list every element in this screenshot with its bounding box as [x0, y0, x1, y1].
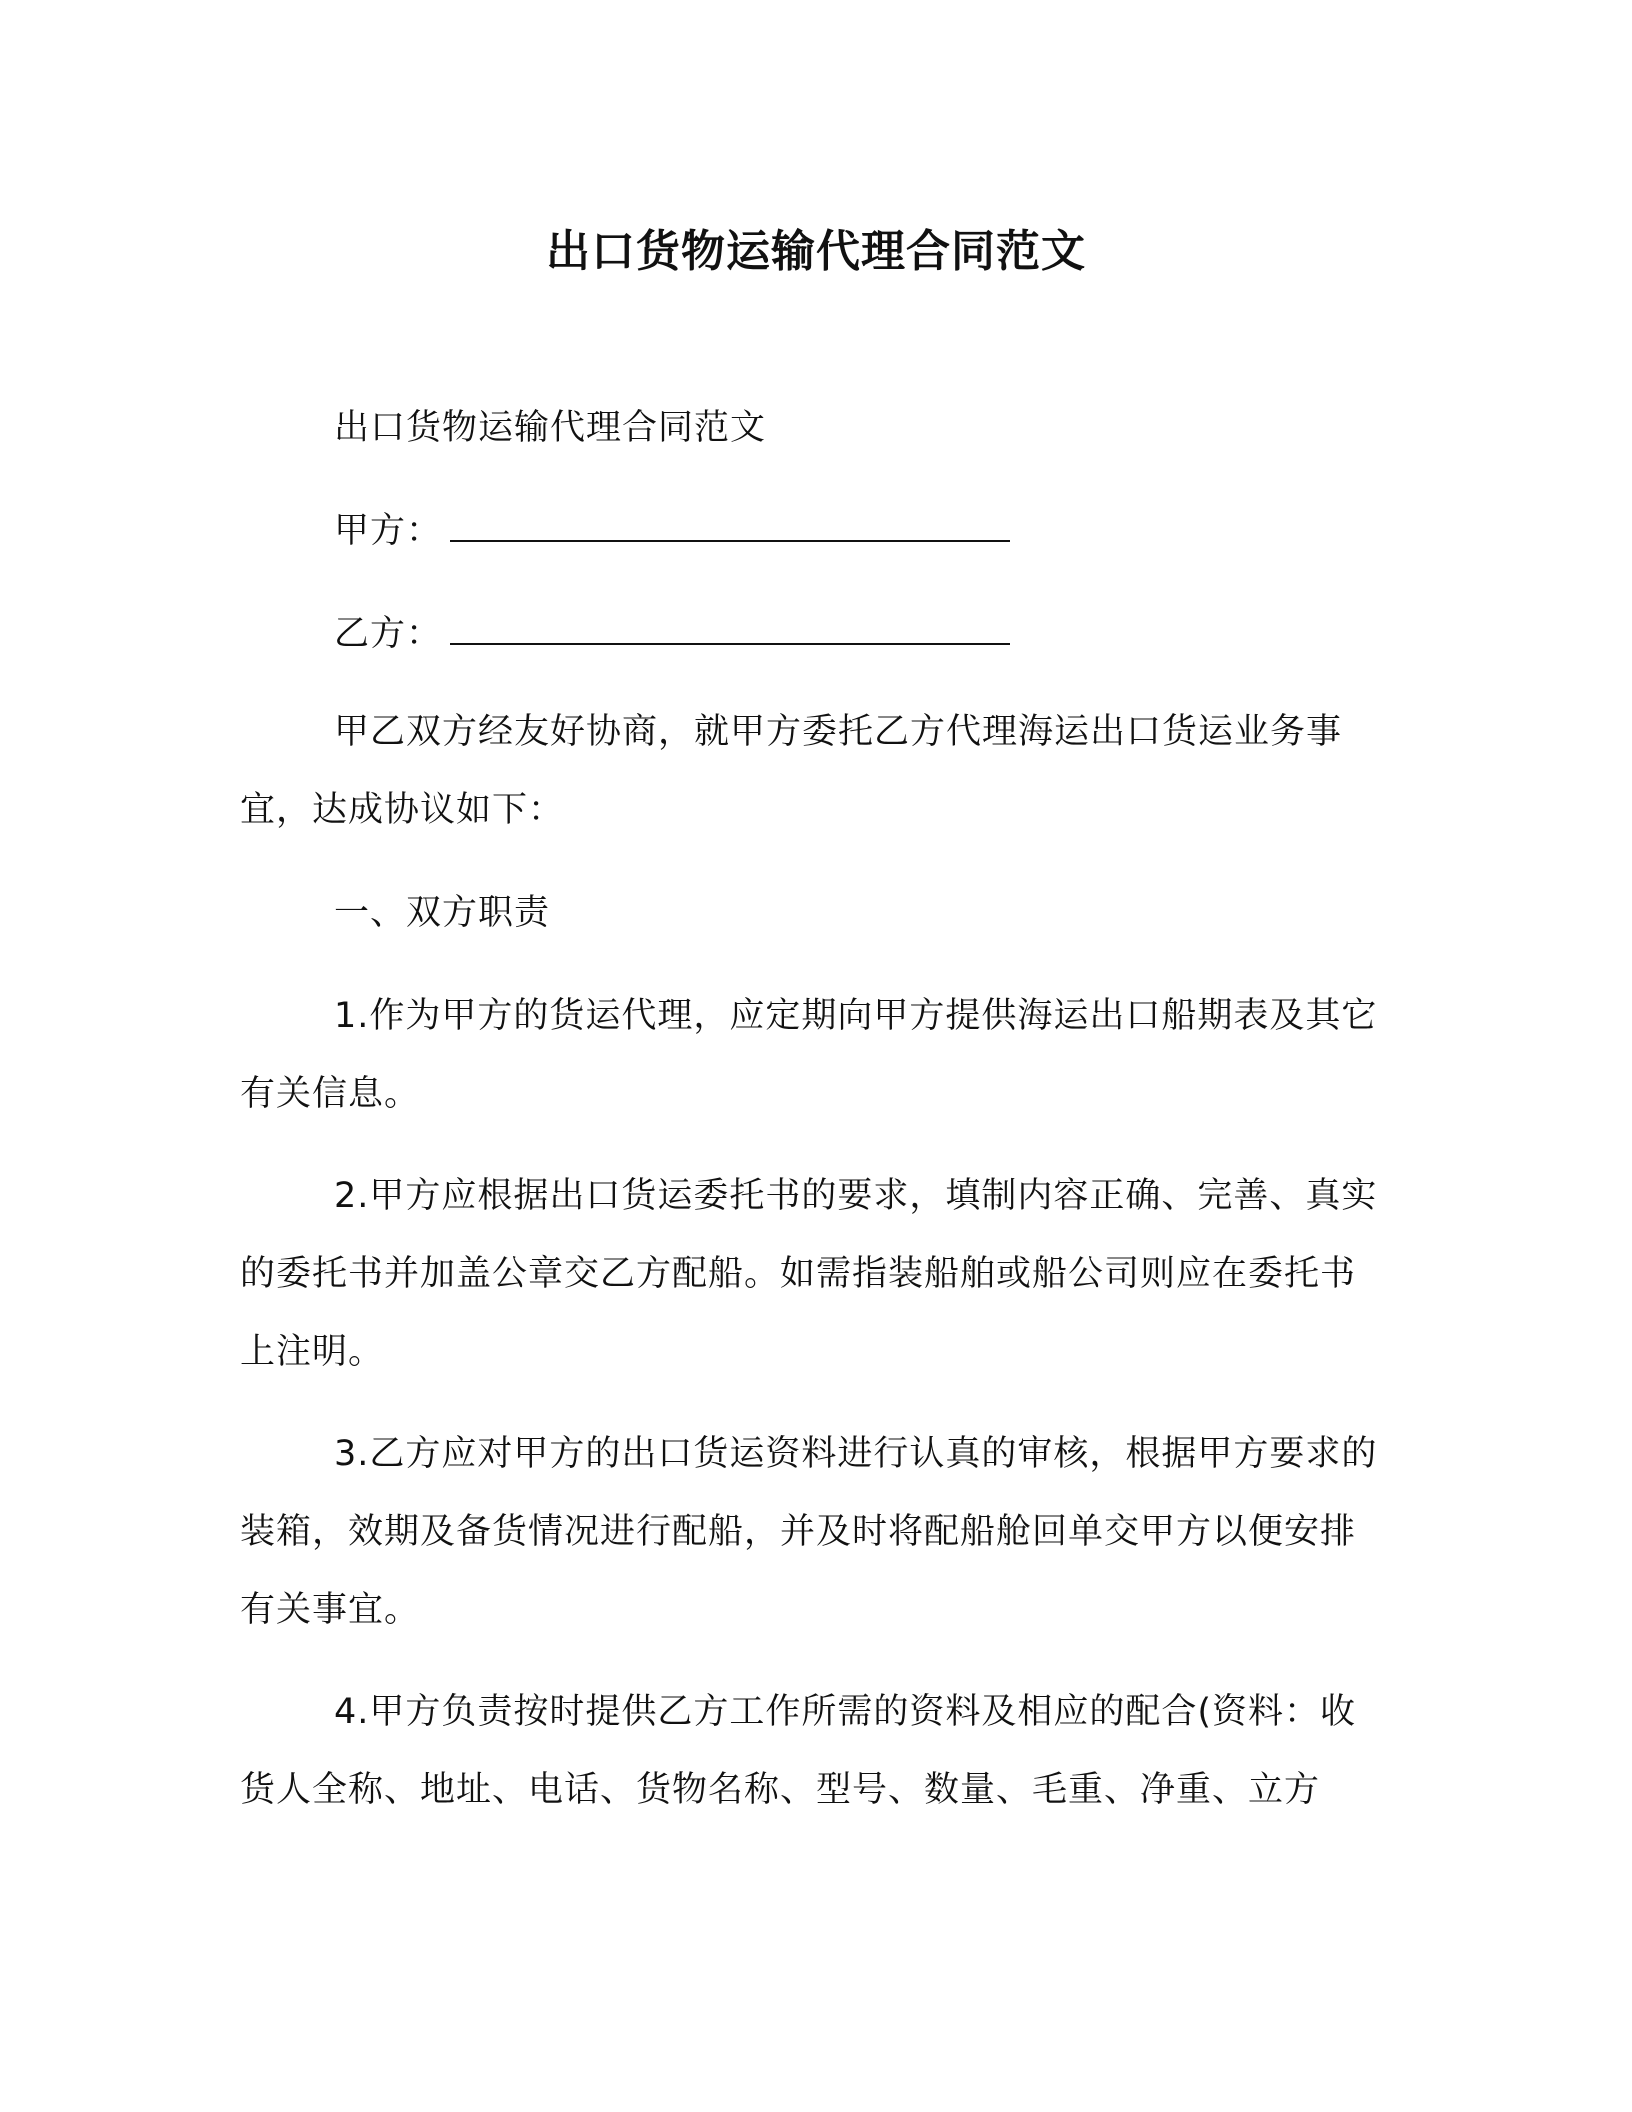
party-a-blank[interactable] [450, 510, 1010, 542]
document-subtitle: 出口货物运输代理合同范文 [334, 408, 767, 448]
clause-2: 2.甲方应根据出口货运委托书的要求，填制内容正确、完善、真实的委托书并加盖公章交乙方配船。如需指装船舶或船公司则应在委托书上注明。 [240, 1176, 1378, 1372]
party-b-blank[interactable] [450, 613, 1010, 645]
document-title: 出口货物运输代理合同范文 [546, 226, 1086, 277]
clause-1: 1.作为甲方的货运代理，应定期向甲方提供海运出口船期表及其它有关信息。 [240, 996, 1378, 1114]
party-a-row [240, 492, 1390, 570]
party-b-row [240, 595, 1390, 673]
clause-4: 4.甲方负责按时提供乙方工作所需的资料及相应的配合(资料：收货人全称、地址、电话、货物名称、型号、数量、毛重、净重、立方 [240, 1692, 1357, 1810]
party-a-label: 甲方： [334, 511, 443, 551]
party-b-label: 乙方： [334, 614, 443, 654]
clause-3: 3.乙方应对甲方的出口货运资料进行认真的审核，根据甲方要求的装箱，效期及备货情况进行配船，并及时将配船舱回单交甲方以便安排有关事宜。 [240, 1434, 1378, 1630]
intro-paragraph: 甲乙双方经友好协商，就甲方委托乙方代理海运出口货运业务事宜，达成协议如下： [240, 712, 1343, 830]
section-1-heading: 一、双方职责 [334, 893, 551, 933]
